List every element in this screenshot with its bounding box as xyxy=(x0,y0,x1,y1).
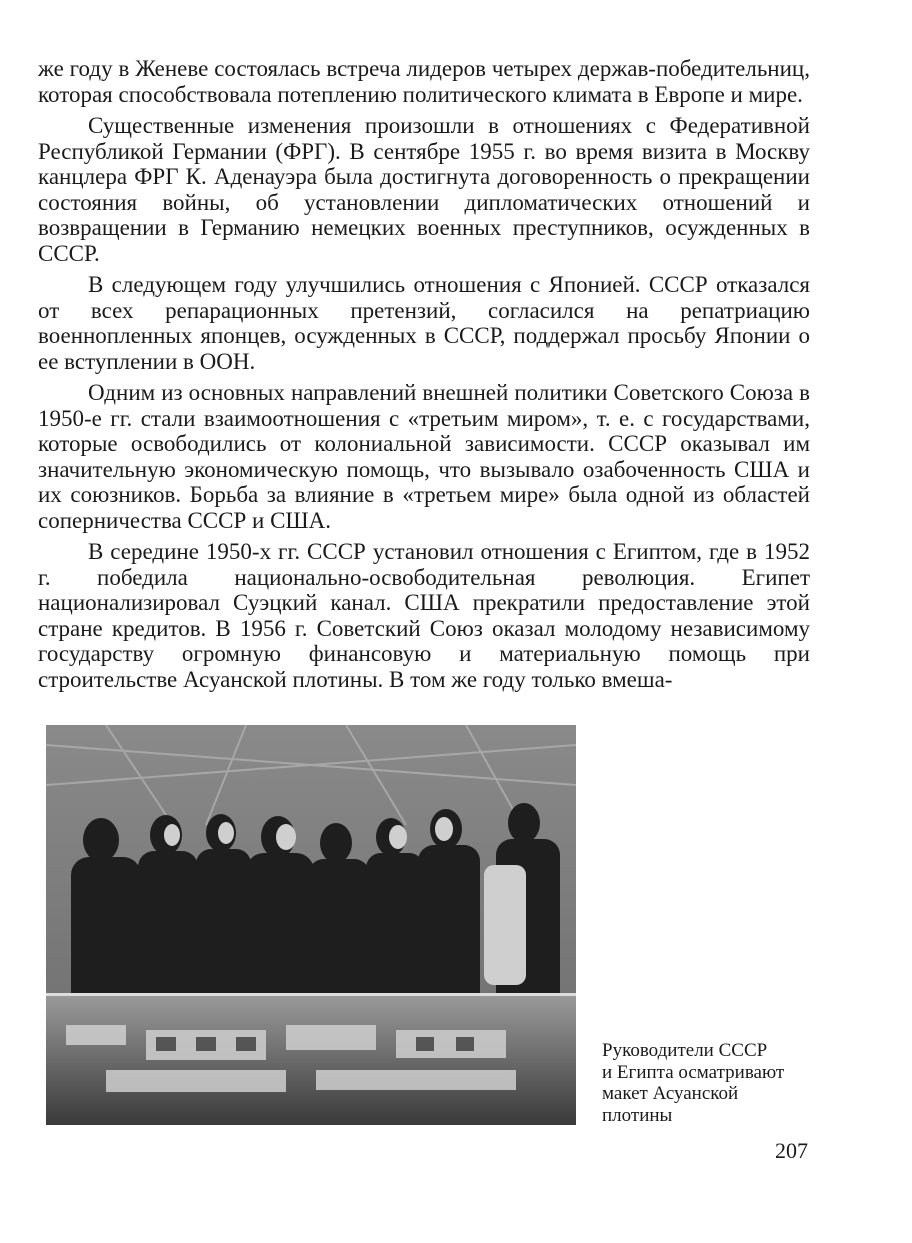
body-text xyxy=(38,56,810,692)
page-number: 207 xyxy=(775,1138,808,1163)
caption-line: плотины xyxy=(602,1104,673,1126)
paragraph: же году в Женеве состоялась встреча лидеров четырех держав-победительниц, которая способствовала потеплению политического климата в Европе и мире. xyxy=(38,56,810,107)
photo-caption xyxy=(602,1040,822,1126)
caption-line: макет Асуанской xyxy=(602,1083,739,1104)
photo-illustration xyxy=(46,725,576,1125)
paragraph: Существенные изменения произошли в отношениях с Федеративной Республикой Германии (ФРГ). В сентябре 1955 г. во время визита в Москву канцлера ФРГ К. Аденауэра была достигнута договоренность о прекращении состояния войны, об установлении дипломатических отношений и возвращении в Германию немецких военных преступников, осужденных в СССР. xyxy=(38,113,810,266)
caption-line: Руководители СССР xyxy=(602,1040,768,1061)
historical-photo xyxy=(46,725,576,1125)
paragraph: В середине 1950-х гг. СССР установил отношения с Египтом, где в 1952 г. победила национально-освободительная революция. Египет национализировал Суэцкий канал. США прекратили предоставление этой стране кредитов. В 1956 г. Советский Союз оказал молодому независимому государству огромную финансовую и материальную помощь при строительстве Асуанской плотины. В том же году только вмеша- xyxy=(38,539,810,692)
paragraph: Одним из основных направлений внешней политики Советского Союза в 1950-е гг. стали взаимоотношения с «третьим миром», т. е. с государствами, которые освободились от колониальной зависимости. СССР оказывал им значительную экономическую помощь, что вызывало озабоченность США и их союзников. Борьба за влияние в «третьем мире» была одной из областей соперничества СССР и США. xyxy=(38,380,810,533)
paragraph: В следующем году улучшились отношения с Японией. СССР отказался от всех репарационных претензий, согласился на репатриацию военнопленных японцев, осужденных в СССР, поддержал просьбу Японии о ее вступлении в ООН. xyxy=(38,272,810,374)
caption-line: и Египта осматривают xyxy=(602,1061,785,1083)
